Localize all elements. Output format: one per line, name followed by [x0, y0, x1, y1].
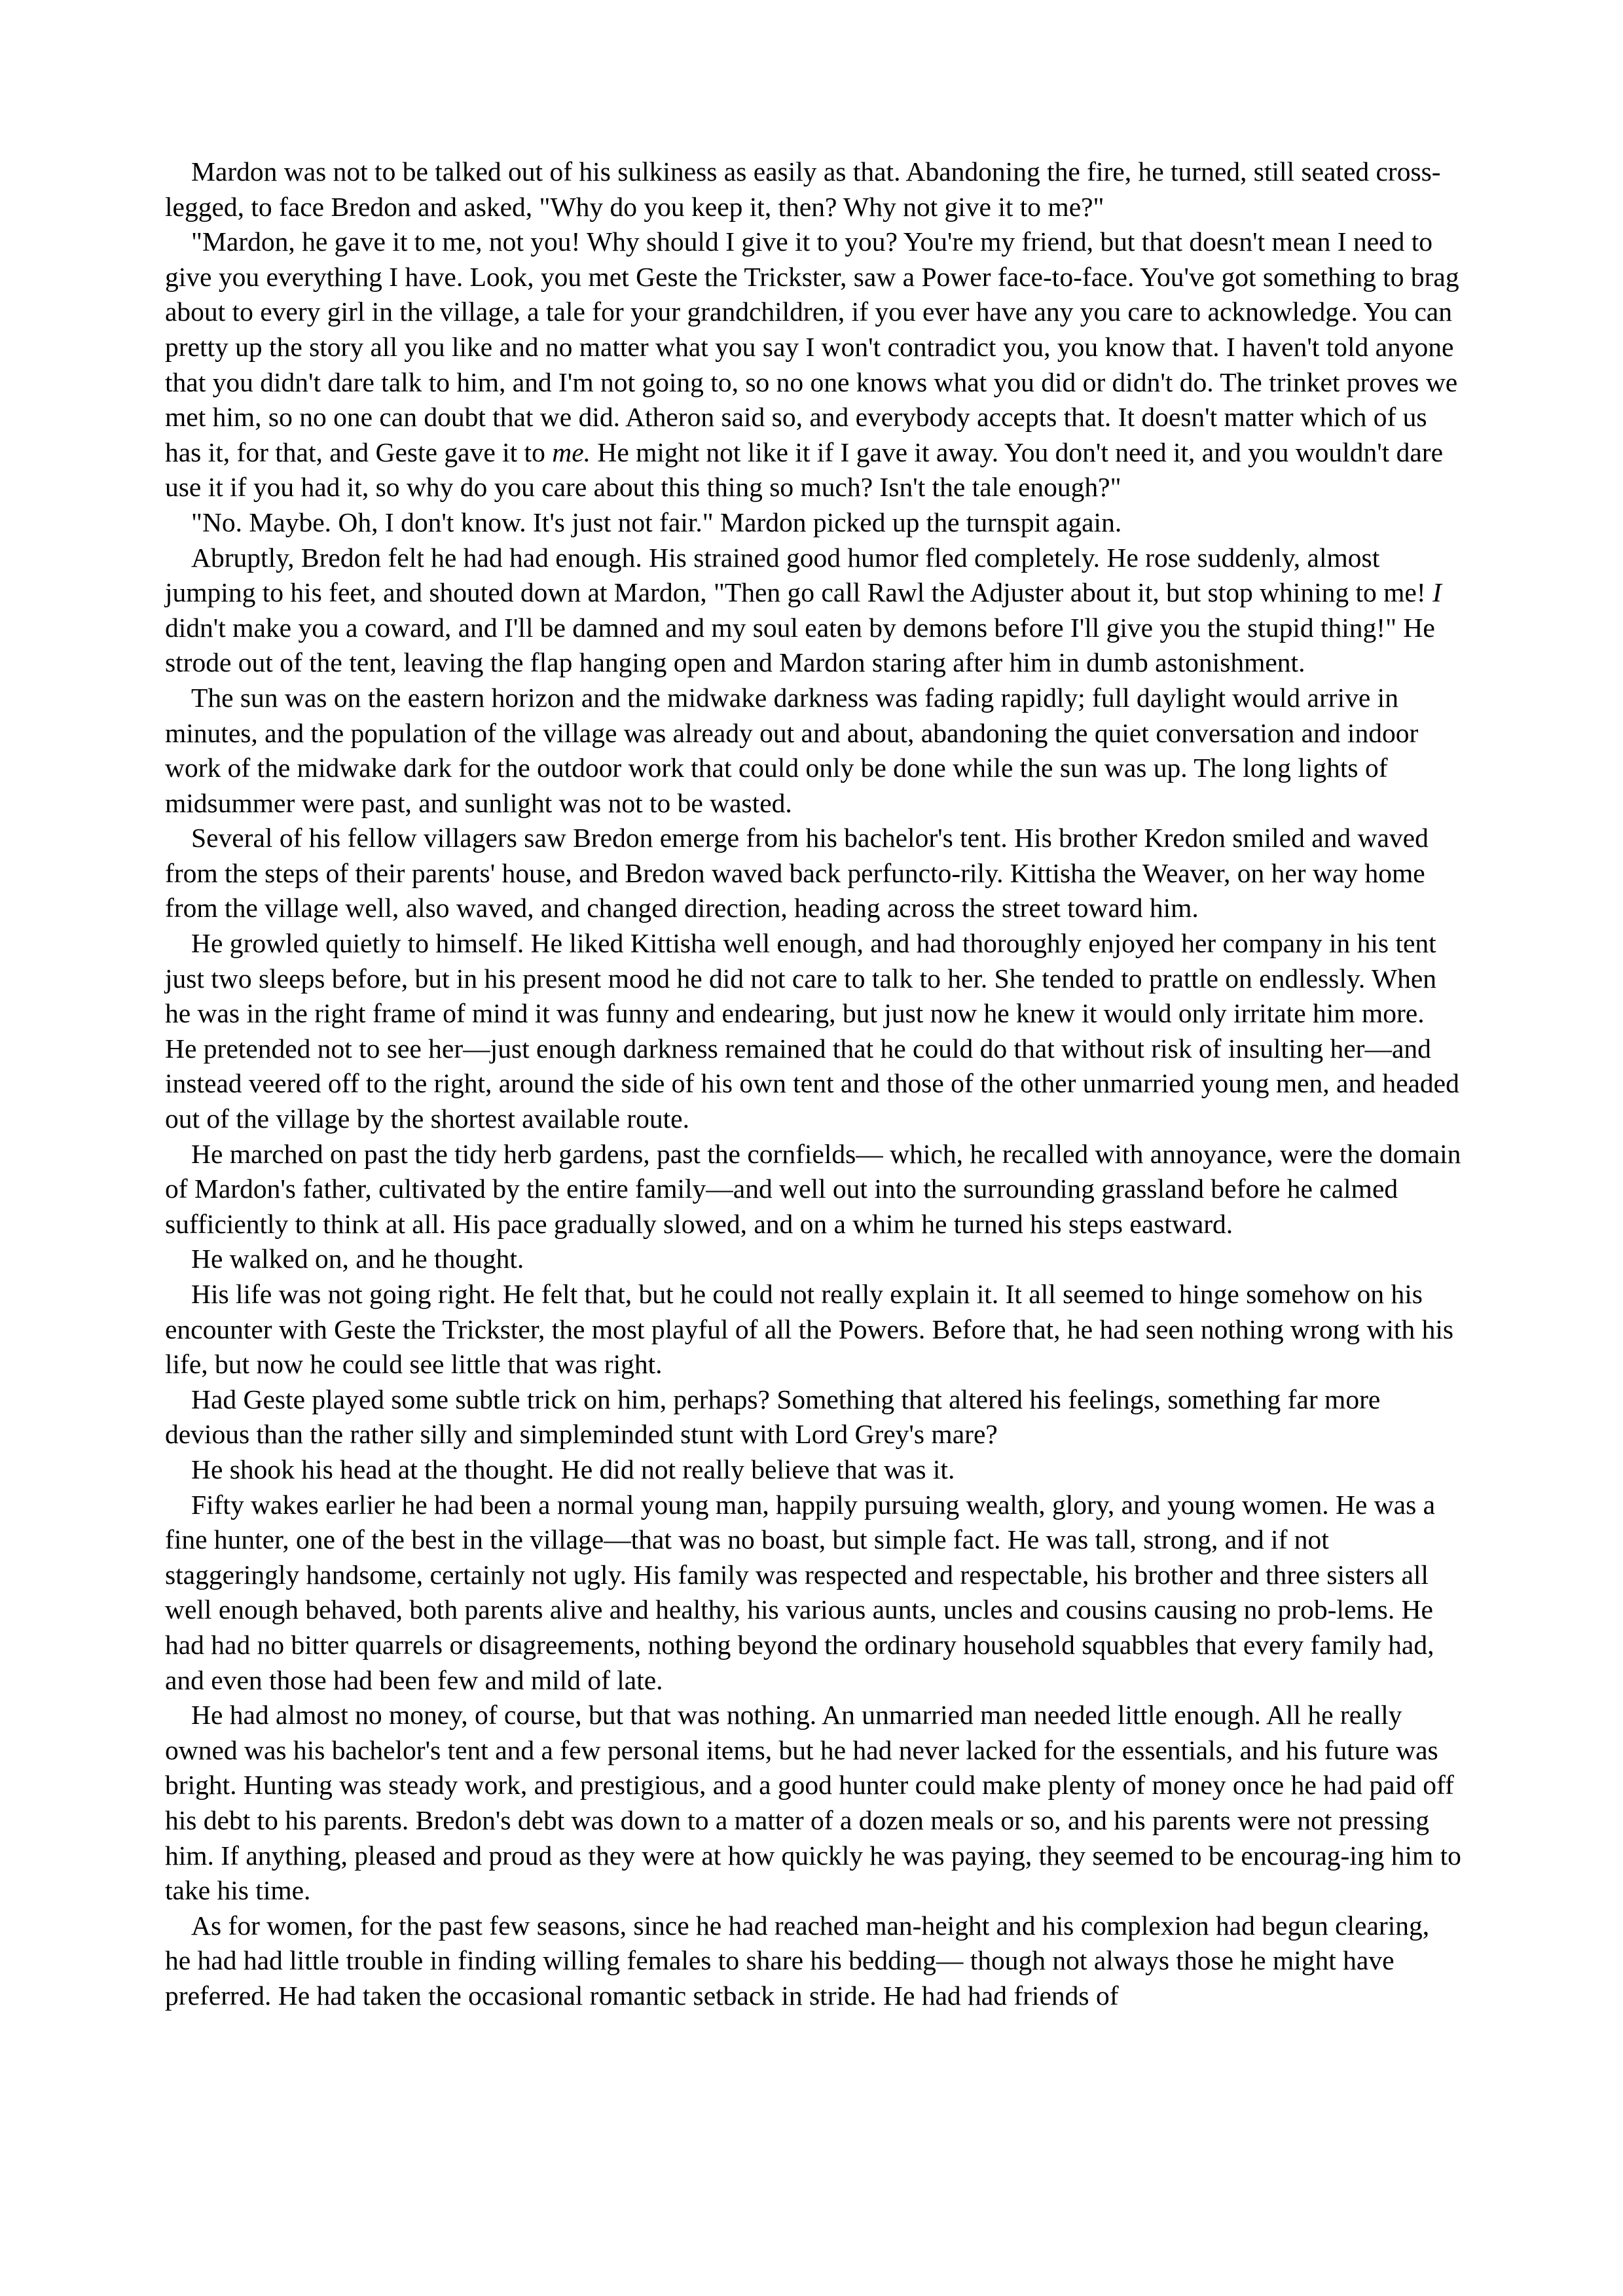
paragraph [165, 1242, 1461, 1277]
text-run: Abruptly, Bredon felt he had had enough. His strained good humor fled completely. He rose suddenly, almost jumping to his feet, and shouted down at Mardon, "Then go call Rawl the Adjuster about it, but stop whining to me! [165, 542, 1433, 608]
text-run: He marched on past the tidy herb gardens, past the cornfields— which, he recalled with annoyance, were the domain of Mardon's father, cultivated by the entire family—and well out into the surrounding grassland before he calmed sufficiently to think at all. His pace gradually slowed, and on a whim he turned his steps eastward. [165, 1138, 1461, 1239]
paragraph [165, 1488, 1461, 1698]
text-run: Had Geste played some subtle trick on him, perhaps? Something that altered his feelings, something far more devious than the rather silly and simpleminded stunt with Lord Grey's mare? [165, 1384, 1381, 1450]
text-run: "Mardon, he gave it to me, not you! Why should I give it to you? You're my friend, but that doesn't mean I need to give you everything I have. Look, you met Geste the Trickster, saw a Power face-to-face. You've got something to brag about to every girl in the village, a tale for your grandchildren, if you ever have any you care to acknowledge. You can pretty up the story all you like and no matter what you say I won't contradict you, you know that. I haven't told anyone that you didn't dare talk to him, and I'm not going to, so no one knows what you did or didn't do. The trinket proves we met him, so no one can doubt that we did. Atheron said so, and everybody accepts that. It doesn't matter which of us has it, for that, and Geste gave it to [165, 226, 1459, 467]
text-run: His life was not going right. He felt that, but he could not really explain it. It all seemed to hinge somehow on his encounter with Geste the Trickster, the most playful of all the Powers. Before that, he had seen nothing wrong with his life, but now he could see little that was right. [165, 1279, 1454, 1380]
paragraph [165, 1698, 1461, 1909]
text-run: As for women, for the past few seasons, since he had reached man-height and his complexion had begun clearing, he had had little trouble in finding willing females to share his bedding— though not always those he might have preferred. He had taken the occasional romantic setback in stride. He had had friends of [165, 1910, 1430, 2011]
text-run: Several of his fellow villagers saw Bredon emerge from his bachelor's tent. His brother Kredon smiled and waved from the steps of their parents' house, and Bredon waved back perfuncto-rily. Kittisha the Weaver, on her way home from the village well, also waved, and changed direction, heading across the street toward him. [165, 823, 1429, 924]
paragraph [165, 821, 1461, 926]
text-run: The sun was on the eastern horizon and the midwake darkness was fading rapidly; full daylight would arrive in minutes, and the population of the village was already out and about, abandoning the quiet conversation and indoor work of the midwake dark for the outdoor work that could only be done while the sun was up. The long lights of midsummer were past, and sunlight was not to be wasted. [165, 682, 1419, 818]
paragraph [165, 1452, 1461, 1488]
paragraph [165, 1277, 1461, 1382]
body-text [165, 154, 1461, 2013]
paragraph [165, 154, 1461, 224]
italic-text: I [1432, 577, 1442, 608]
paragraph [165, 926, 1461, 1137]
paragraph [165, 1909, 1461, 2014]
text-run: He had almost no money, of course, but that was nothing. An unmarried man needed little enough. All he really owned was his bachelor's tent and a few personal items, but he had never lacked for the essentials, and his future was bright. Hunting was steady work, and prestigious, and a good hunter could make plenty of money once he had paid off his debt to his parents. Bredon's debt was down to a matter of a dozen meals or so, and his parents were not pressing him. If anything, pleased and proud as they were at how quickly he was paying, they seemed to be encourag-ing him to take his time. [165, 1700, 1461, 1906]
italic-text: me. [552, 437, 591, 467]
paragraph [165, 224, 1461, 505]
text-run: He walked on, and he thought. [191, 1244, 524, 1274]
text-run: Fifty wakes earlier he had been a normal young man, happily pursuing wealth, glory, and young women. He was a fine hunter, one of the best in the village—that was no boast, but simple fact. He was tall, strong, and if not staggeringly handsome, certainly not ugly. His family was respected and respectable, his brother and three sisters all well enough behaved, both parents alive and healthy, his various aunts, uncles and cousins causing no prob-lems. He had had no bitter quarrels or disagreements, nothing beyond the ordinary household squabbles that every family had, and even those had been few and mild of late. [165, 1489, 1436, 1695]
paragraph [165, 1382, 1461, 1452]
text-run: He growled quietly to himself. He liked Kittisha well enough, and had thoroughly enjoyed her company in his tent just two sleeps before, but in his present mood he did not care to talk to her. She tended to prattle on endlessly. When he was in the right frame of mind it was funny and endearing, but just now he knew it would only irritate him more. He pretended not to see her—just enough darkness remained that he could do that without risk of insulting her—and instead veered off to the right, around the side of his own tent and those of the other unmarried young men, and headed out of the village by the shortest available route. [165, 928, 1459, 1134]
text-run: He might not like it if I gave it away. You don't need it, and you wouldn't dare use it if you had it, so why do you care about this thing so much? Isn't the tale enough?" [165, 437, 1443, 503]
paragraph [165, 681, 1461, 821]
text-run: didn't make you a coward, and I'll be damned and my soul eaten by demons before I'll give you the stupid thing!" He strode out of the tent, leaving the flap hanging open and Mardon staring after him in dumb astonishment. [165, 612, 1435, 678]
text-run: He shook his head at the thought. He did not really believe that was it. [191, 1454, 955, 1484]
paragraph [165, 1137, 1461, 1242]
paragraph [165, 541, 1461, 681]
text-run: Mardon was not to be talked out of his sulkiness as easily as that. Abandoning the fire, he turned, still seated cross-legged, to face Bredon and asked, "Why do you keep it, then? Why not give it to me?" [165, 156, 1441, 222]
text-run: "No. Maybe. Oh, I don't know. It's just not fair." Mardon picked up the turnspit again. [191, 507, 1122, 537]
paragraph [165, 505, 1461, 541]
